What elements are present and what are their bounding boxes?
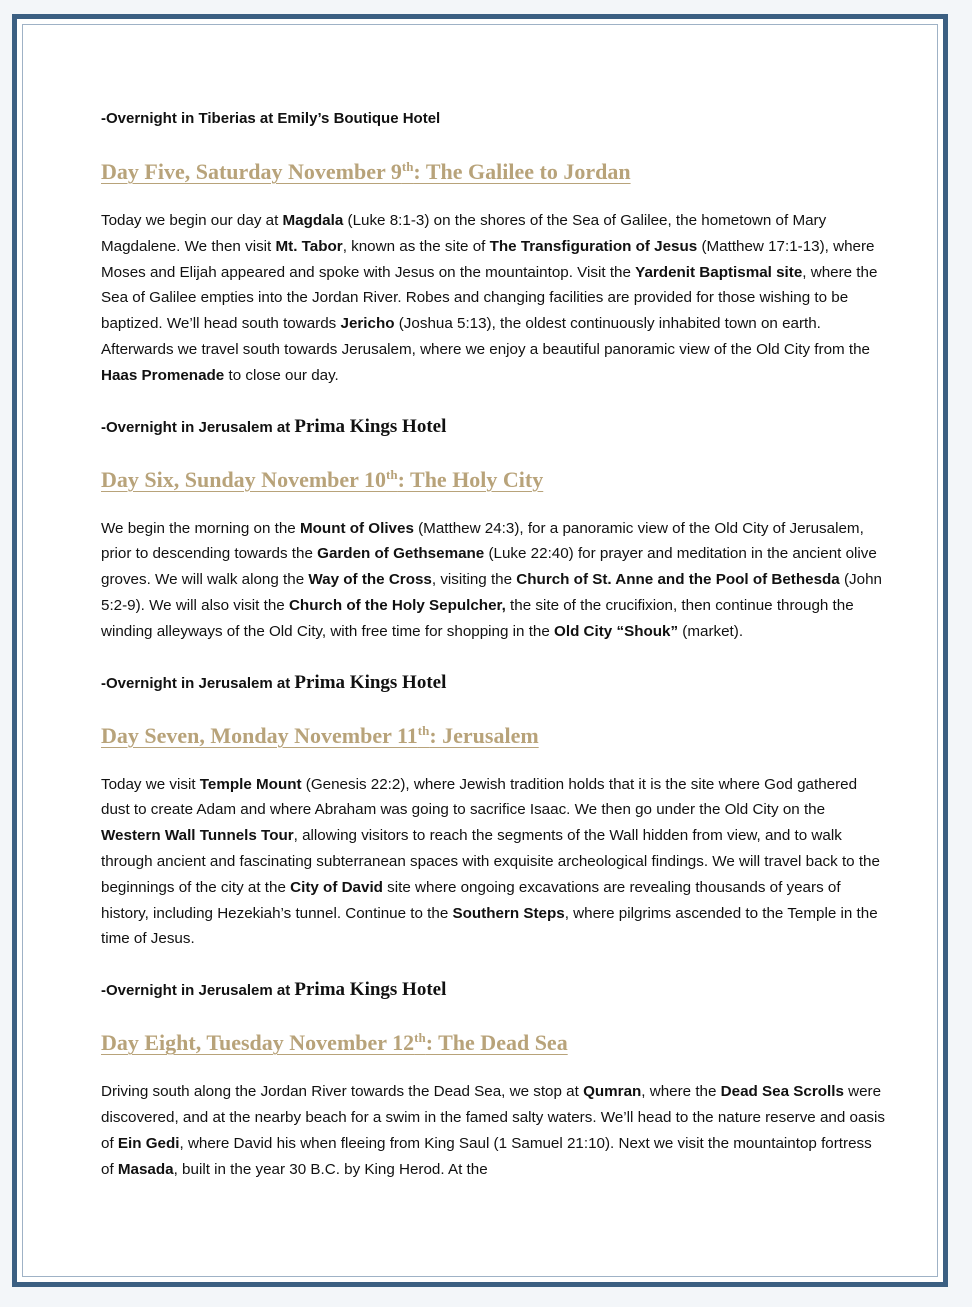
paragraph-text: (Matthew 17:1-13), where Moses and Elijah appeared and spoke with Jesus on the mountaintop. Visit the	[101, 237, 875, 281]
paragraph-text: Today we visit	[101, 775, 200, 793]
paragraph-text: , where the	[641, 1083, 721, 1101]
heading-title: : Jerusalem	[429, 722, 539, 748]
bold-term: Western Wall Tunnels Tour	[101, 827, 294, 845]
paragraph-text: , allowing visitors to reach the segments of the Wall hidden from view, and to walk through ancient and fascinating subterranean spaces with exquisite archeological findings. We will travel back to the beginnings of the city at the	[101, 827, 880, 896]
bold-term: Southern Steps	[452, 904, 565, 922]
bold-term: Way of the Cross	[308, 571, 432, 589]
paragraph-text: were discovered, and at the nearby beach for a swim in the famed salty waters. We’ll head to the nature reserve and oasis of	[101, 1083, 885, 1152]
paragraph-text: We begin the morning on the	[101, 519, 300, 537]
heading-ordinal: th	[401, 159, 414, 174]
paragraph-text: , built in the year 30 B.C. by King Herod. At the	[173, 1160, 488, 1178]
bold-term: Magdala	[282, 212, 344, 229]
hotel-name: Prima Kings Hotel	[294, 415, 447, 437]
heading-ordinal: th	[417, 722, 430, 738]
paragraph-text: (market).	[678, 622, 744, 640]
overnight-jerusalem-3	[101, 978, 886, 1002]
overnight-jerusalem-1	[101, 415, 886, 439]
overnight-prefix: -Overnight in Jerusalem at	[101, 418, 295, 436]
bold-term: Garden of Gethsemane	[317, 545, 485, 563]
heading-ordinal: th	[414, 1030, 426, 1046]
paragraph-text: (Matthew 24:3), for a panoramic view of the Old City of Jerusalem, prior to descending towards the	[101, 519, 864, 563]
itinerary-content	[101, 107, 886, 1182]
bold-term: The Transfiguration of Jesus	[489, 237, 698, 255]
day-five-heading	[101, 158, 886, 186]
paragraph-text: (Luke 8:1-3) on the shores of the Sea of Galilee, the hometown of Mary Magdalene. We then visit	[101, 212, 827, 255]
overnight-jerusalem-2	[101, 671, 886, 695]
bold-term: Church of the Holy Sepulcher,	[288, 596, 506, 614]
overnight-prefix: -Overnight in Jerusalem at	[101, 982, 295, 1000]
paragraph-text: Today we begin our day at	[101, 212, 283, 229]
heading-title: : The Holy City	[397, 466, 544, 492]
day-eight-paragraph	[101, 1079, 886, 1182]
paragraph-text: to close our day.	[224, 366, 339, 384]
page-frame	[12, 14, 948, 1287]
bold-term: City of David	[290, 878, 383, 896]
paragraph-text: , where pilgrims ascended to the Temple in the time of Jesus.	[101, 904, 878, 948]
bold-term: Temple Mount	[199, 775, 302, 793]
day-six-paragraph	[101, 516, 886, 645]
heading-main: Day Six, Sunday November 10	[101, 466, 387, 492]
bold-term: Haas Promenade	[101, 366, 225, 384]
bold-term: Qumran	[583, 1083, 642, 1101]
bold-term: Dead Sea Scrolls	[720, 1083, 844, 1101]
paragraph-text: the site of the crucifixion, then continue through the winding alleyways of the Old City, with free time for shopping in the	[101, 596, 854, 640]
hotel-name: Prima Kings Hotel	[294, 671, 447, 693]
bold-term: Yardenit Baptismal site	[635, 263, 803, 281]
bold-term: Old City “Shouk”	[554, 622, 679, 640]
bold-term: Ein Gedi	[117, 1134, 180, 1152]
bold-term: Masada	[117, 1160, 174, 1178]
heading-title: : The Dead Sea	[425, 1030, 568, 1056]
bold-term: Mount of Olives	[299, 519, 414, 537]
overnight-tiberias: -Overnight in Tiberias at Emily’s Boutique Hotel	[101, 110, 441, 127]
bold-term: Mt. Tabor	[275, 237, 343, 255]
hotel-name: Prima Kings Hotel	[294, 979, 447, 1001]
day-seven-paragraph	[101, 772, 886, 953]
heading-main: Day Eight, Tuesday November 12	[101, 1030, 415, 1056]
paragraph-text: (Joshua 5:13), the oldest continuously inhabited town on earth. Afterwards we travel south towards Jerusalem, where we enjoy a beautiful panoramic view of the Old City from the	[101, 315, 871, 358]
heading-main: Day Seven, Monday November 11	[101, 722, 418, 748]
day-seven-heading	[101, 722, 886, 750]
paragraph-text: site where ongoing excavations are revealing thousands of years of history, including Hezekiah’s tunnel. Continue to the	[101, 878, 841, 922]
overnight-prefix: -Overnight in Jerusalem at	[101, 674, 295, 692]
paragraph-text: (John 5:2-9). We will also visit the	[101, 571, 882, 614]
day-five-paragraph	[101, 208, 886, 389]
paragraph-text: (Genesis 22:2), where Jewish tradition holds that it is the site where God gathered dust to create Adam and where Abraham was going to sacrifice Isaac. We then go under the Old City on the	[101, 775, 858, 819]
paragraph-text: , visiting the	[431, 571, 517, 589]
paragraph-text: , where the Sea of Galilee empties into the Jordan River. Robes and changing facilities are provided for those wishing to be baptized. We’ll head south towards	[101, 263, 878, 333]
day-eight-heading	[101, 1029, 886, 1057]
paragraph-text: , known as the site of	[342, 237, 490, 255]
paragraph-text: Driving south along the Jordan River towards the Dead Sea, we stop at	[101, 1083, 584, 1101]
day-six-heading	[101, 466, 886, 494]
heading-ordinal: th	[386, 466, 398, 482]
paragraph-text: , where David his when fleeing from King Saul (1 Samuel 21:10). Next we visit the mountaintop fortress of	[101, 1134, 872, 1178]
bold-term: Church of St. Anne and the Pool of Bethesda	[516, 571, 840, 589]
bold-term: Jericho	[340, 315, 395, 333]
heading-main: Day Five, Saturday November 9	[101, 159, 402, 184]
paragraph-text: (Luke 22:40) for prayer and meditation in the ancient olive groves. We will walk along the	[101, 545, 877, 589]
heading-title: : The Galilee to Jordan	[413, 159, 631, 184]
